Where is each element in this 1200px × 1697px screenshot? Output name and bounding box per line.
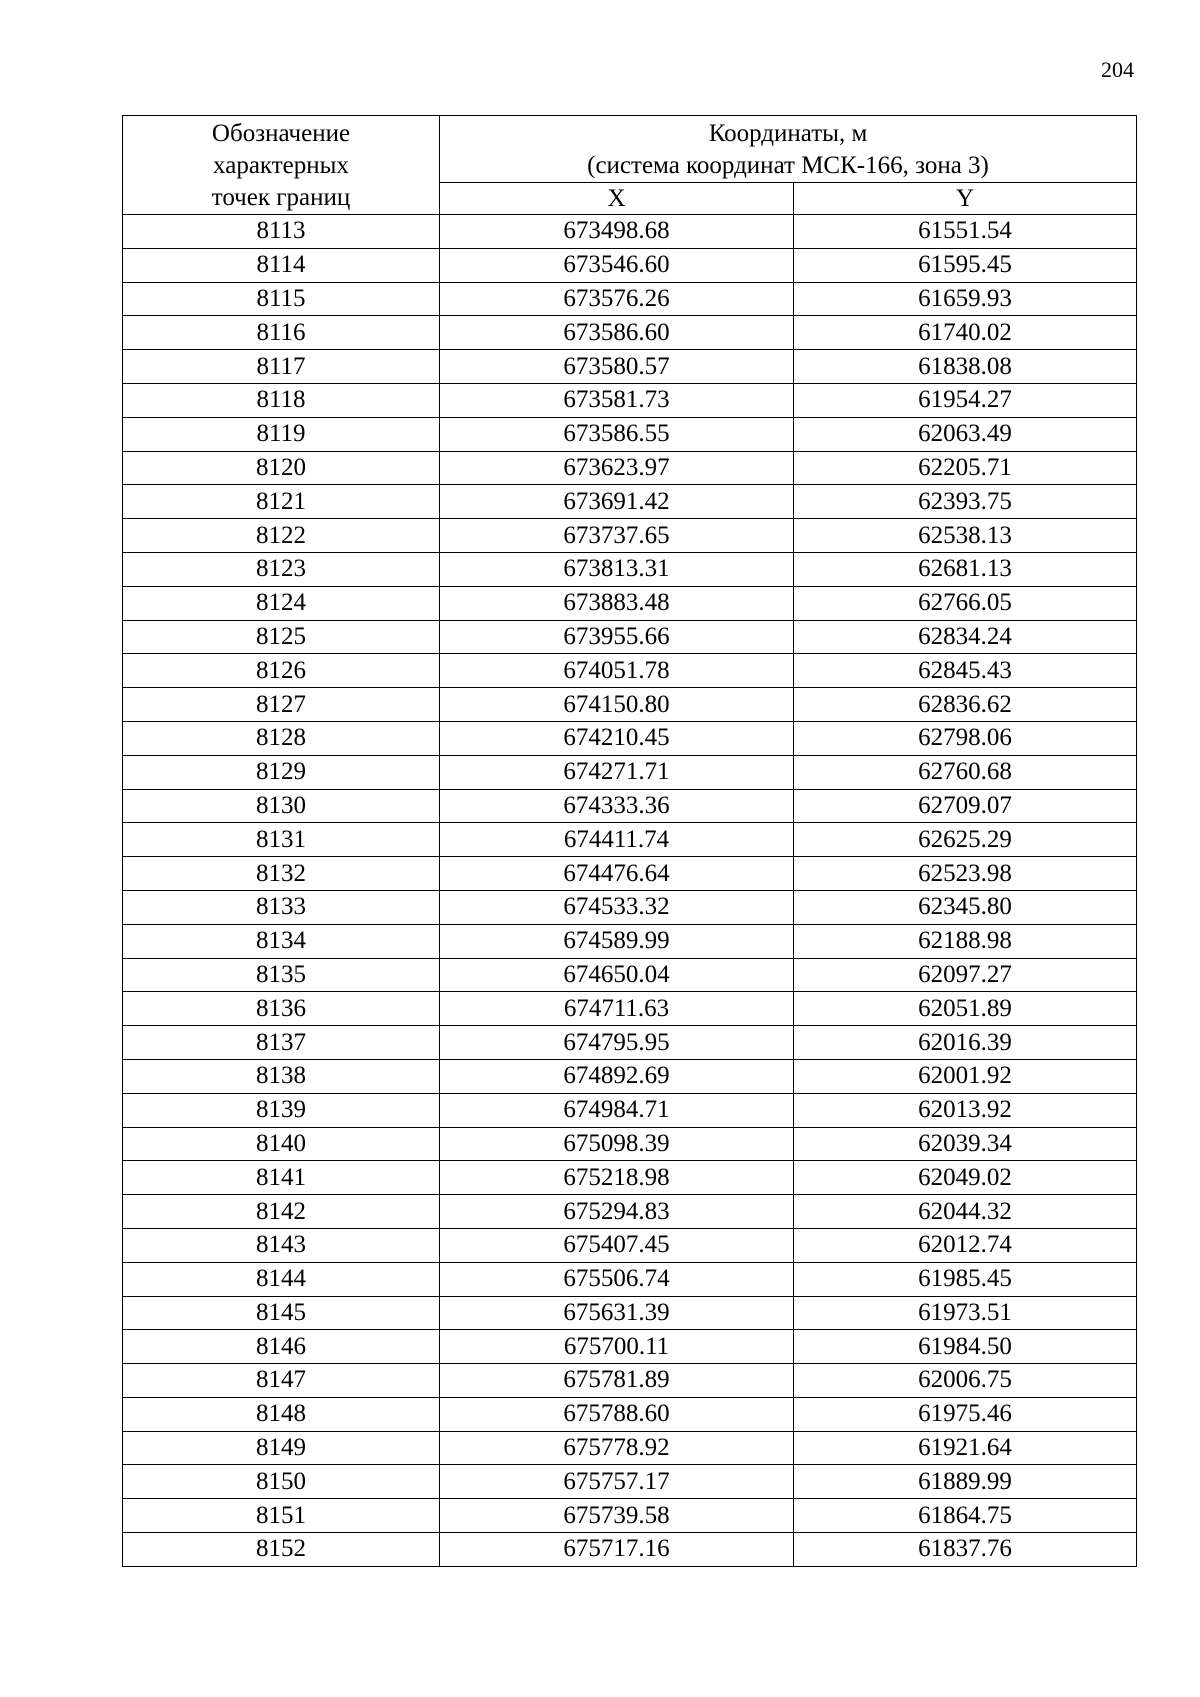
y-coordinate-cell: 61973.51 (794, 1296, 1137, 1330)
point-number-cell: 8145 (123, 1296, 440, 1330)
point-number-cell: 8146 (123, 1330, 440, 1364)
table-row (123, 316, 1137, 350)
point-number-cell: 8152 (123, 1533, 440, 1567)
table-row (123, 586, 1137, 620)
x-coordinate-cell: 673813.31 (440, 552, 794, 586)
page-number: 204 (1101, 57, 1134, 82)
x-coordinate-cell: 673883.48 (440, 586, 794, 620)
table-row (123, 1093, 1137, 1127)
point-number-cell: 8133 (123, 890, 440, 924)
x-coordinate-cell: 674210.45 (440, 721, 794, 755)
point-number-cell: 8115 (123, 282, 440, 316)
table-row (123, 958, 1137, 992)
point-number-cell: 8134 (123, 924, 440, 958)
table-row (123, 1296, 1137, 1330)
table-row (123, 282, 1137, 316)
point-number-cell: 8114 (123, 248, 440, 282)
point-number-cell: 8148 (123, 1397, 440, 1431)
point-number-cell: 8135 (123, 958, 440, 992)
header-point-line: точек границ (211, 184, 351, 211)
table-row (123, 1533, 1137, 1567)
y-coordinate-cell: 61864.75 (794, 1499, 1137, 1533)
x-coordinate-cell: 673581.73 (440, 383, 794, 417)
table-row (123, 654, 1137, 688)
table-row (123, 755, 1137, 789)
x-coordinate-cell: 675739.58 (440, 1499, 794, 1533)
point-number-cell: 8151 (123, 1499, 440, 1533)
point-number-cell: 8150 (123, 1465, 440, 1499)
table-row (123, 417, 1137, 451)
x-coordinate-cell: 673498.68 (440, 215, 794, 249)
point-number-cell: 8131 (123, 823, 440, 857)
point-number-cell: 8119 (123, 417, 440, 451)
point-number-cell: 8116 (123, 316, 440, 350)
x-coordinate-cell: 674795.95 (440, 1026, 794, 1060)
y-coordinate-cell: 62538.13 (794, 519, 1137, 553)
point-number-cell: 8127 (123, 688, 440, 722)
table-row (123, 248, 1137, 282)
table-row (123, 890, 1137, 924)
point-number-cell: 8118 (123, 383, 440, 417)
x-coordinate-cell: 675757.17 (440, 1465, 794, 1499)
table-row (123, 620, 1137, 654)
x-coordinate-cell: 673586.55 (440, 417, 794, 451)
header-point-designation (123, 116, 440, 215)
table-row (123, 721, 1137, 755)
y-coordinate-cell: 61921.64 (794, 1431, 1137, 1465)
x-coordinate-cell: 674984.71 (440, 1093, 794, 1127)
table-row (123, 383, 1137, 417)
point-number-cell: 8129 (123, 755, 440, 789)
point-number-cell: 8120 (123, 451, 440, 485)
y-coordinate-cell: 61659.93 (794, 282, 1137, 316)
table-row (123, 1397, 1137, 1431)
x-coordinate-cell: 675788.60 (440, 1397, 794, 1431)
x-coordinate-cell: 675506.74 (440, 1262, 794, 1296)
point-number-cell: 8121 (123, 485, 440, 519)
point-number-cell: 8143 (123, 1228, 440, 1262)
y-coordinate-cell: 61975.46 (794, 1397, 1137, 1431)
y-coordinate-cell: 62798.06 (794, 721, 1137, 755)
y-coordinate-cell: 61985.45 (794, 1262, 1137, 1296)
table-row (123, 789, 1137, 823)
header-coords-line: (система координат МСК-166, зона 3) (587, 152, 989, 179)
x-coordinate-cell: 675631.39 (440, 1296, 794, 1330)
y-coordinate-cell: 61889.99 (794, 1465, 1137, 1499)
table-row (123, 1262, 1137, 1296)
table-row (123, 688, 1137, 722)
y-coordinate-cell: 61595.45 (794, 248, 1137, 282)
point-number-cell: 8142 (123, 1195, 440, 1229)
header-point-line: характерных (213, 152, 349, 179)
y-coordinate-cell: 62188.98 (794, 924, 1137, 958)
header-y: Y (794, 183, 1137, 215)
x-coordinate-cell: 674589.99 (440, 924, 794, 958)
y-coordinate-cell: 62016.39 (794, 1026, 1137, 1060)
point-number-cell: 8139 (123, 1093, 440, 1127)
table-row (123, 552, 1137, 586)
point-number-cell: 8141 (123, 1161, 440, 1195)
point-number-cell: 8149 (123, 1431, 440, 1465)
table-row (123, 857, 1137, 891)
y-coordinate-cell: 62044.32 (794, 1195, 1137, 1229)
point-number-cell: 8123 (123, 552, 440, 586)
x-coordinate-cell: 674051.78 (440, 654, 794, 688)
point-number-cell: 8137 (123, 1026, 440, 1060)
y-coordinate-cell: 62049.02 (794, 1161, 1137, 1195)
point-number-cell: 8128 (123, 721, 440, 755)
x-coordinate-cell: 674271.71 (440, 755, 794, 789)
y-coordinate-cell: 61984.50 (794, 1330, 1137, 1364)
table-row (123, 1026, 1137, 1060)
x-coordinate-cell: 674533.32 (440, 890, 794, 924)
y-coordinate-cell: 62760.68 (794, 755, 1137, 789)
x-coordinate-cell: 673737.65 (440, 519, 794, 553)
table-row (123, 1499, 1137, 1533)
table-row (123, 1228, 1137, 1262)
x-coordinate-cell: 675700.11 (440, 1330, 794, 1364)
y-coordinate-cell: 62013.92 (794, 1093, 1137, 1127)
x-coordinate-cell: 673691.42 (440, 485, 794, 519)
point-number-cell: 8132 (123, 857, 440, 891)
x-coordinate-cell: 674150.80 (440, 688, 794, 722)
table-row (123, 451, 1137, 485)
y-coordinate-cell: 62012.74 (794, 1228, 1137, 1262)
y-coordinate-cell: 62393.75 (794, 485, 1137, 519)
y-coordinate-cell: 62039.34 (794, 1127, 1137, 1161)
header-coordinates (440, 116, 1137, 183)
x-coordinate-cell: 675778.92 (440, 1431, 794, 1465)
point-number-cell: 8136 (123, 992, 440, 1026)
point-number-cell: 8113 (123, 215, 440, 249)
table-header (123, 116, 1137, 215)
point-number-cell: 8147 (123, 1364, 440, 1398)
table-row (123, 1431, 1137, 1465)
point-number-cell: 8138 (123, 1059, 440, 1093)
table-row (123, 485, 1137, 519)
y-coordinate-cell: 61954.27 (794, 383, 1137, 417)
y-coordinate-cell: 62051.89 (794, 992, 1137, 1026)
y-coordinate-cell: 62097.27 (794, 958, 1137, 992)
table-row (123, 1127, 1137, 1161)
y-coordinate-cell: 62681.13 (794, 552, 1137, 586)
y-coordinate-cell: 62625.29 (794, 823, 1137, 857)
y-coordinate-cell: 61838.08 (794, 350, 1137, 384)
x-coordinate-cell: 675717.16 (440, 1533, 794, 1567)
table-row (123, 519, 1137, 553)
x-coordinate-cell: 675098.39 (440, 1127, 794, 1161)
table-row (123, 1195, 1137, 1229)
table-row (123, 1059, 1137, 1093)
point-number-cell: 8144 (123, 1262, 440, 1296)
table-row (123, 992, 1137, 1026)
x-coordinate-cell: 673955.66 (440, 620, 794, 654)
x-coordinate-cell: 675218.98 (440, 1161, 794, 1195)
y-coordinate-cell: 62836.62 (794, 688, 1137, 722)
table-row (123, 823, 1137, 857)
table-row (123, 1330, 1137, 1364)
x-coordinate-cell: 674650.04 (440, 958, 794, 992)
x-coordinate-cell: 673580.57 (440, 350, 794, 384)
table-body (123, 215, 1137, 1567)
y-coordinate-cell: 62345.80 (794, 890, 1137, 924)
point-number-cell: 8122 (123, 519, 440, 553)
y-coordinate-cell: 62709.07 (794, 789, 1137, 823)
y-coordinate-cell: 62063.49 (794, 417, 1137, 451)
y-coordinate-cell: 62834.24 (794, 620, 1137, 654)
point-number-cell: 8124 (123, 586, 440, 620)
point-number-cell: 8125 (123, 620, 440, 654)
x-coordinate-cell: 675294.83 (440, 1195, 794, 1229)
x-coordinate-cell: 673586.60 (440, 316, 794, 350)
y-coordinate-cell: 61551.54 (794, 215, 1137, 249)
x-coordinate-cell: 674333.36 (440, 789, 794, 823)
y-coordinate-cell: 62006.75 (794, 1364, 1137, 1398)
coordinates-table (122, 115, 1137, 1567)
point-number-cell: 8130 (123, 789, 440, 823)
table-row (123, 350, 1137, 384)
table-row (123, 1465, 1137, 1499)
header-point-line: Обозначение (211, 120, 351, 147)
x-coordinate-cell: 674411.74 (440, 823, 794, 857)
table-row (123, 1364, 1137, 1398)
header-x: X (440, 183, 794, 215)
y-coordinate-cell: 62205.71 (794, 451, 1137, 485)
header-coords-line: Координаты, м (708, 120, 868, 147)
table-row (123, 924, 1137, 958)
y-coordinate-cell: 61837.76 (794, 1533, 1137, 1567)
x-coordinate-cell: 673546.60 (440, 248, 794, 282)
y-coordinate-cell: 62766.05 (794, 586, 1137, 620)
table-row (123, 215, 1137, 249)
x-coordinate-cell: 675781.89 (440, 1364, 794, 1398)
point-number-cell: 8126 (123, 654, 440, 688)
x-coordinate-cell: 674892.69 (440, 1059, 794, 1093)
y-coordinate-cell: 62523.98 (794, 857, 1137, 891)
y-coordinate-cell: 62845.43 (794, 654, 1137, 688)
x-coordinate-cell: 675407.45 (440, 1228, 794, 1262)
point-number-cell: 8117 (123, 350, 440, 384)
y-coordinate-cell: 61740.02 (794, 316, 1137, 350)
point-number-cell: 8140 (123, 1127, 440, 1161)
x-coordinate-cell: 674476.64 (440, 857, 794, 891)
x-coordinate-cell: 674711.63 (440, 992, 794, 1026)
x-coordinate-cell: 673576.26 (440, 282, 794, 316)
table-row (123, 1161, 1137, 1195)
y-coordinate-cell: 62001.92 (794, 1059, 1137, 1093)
x-coordinate-cell: 673623.97 (440, 451, 794, 485)
